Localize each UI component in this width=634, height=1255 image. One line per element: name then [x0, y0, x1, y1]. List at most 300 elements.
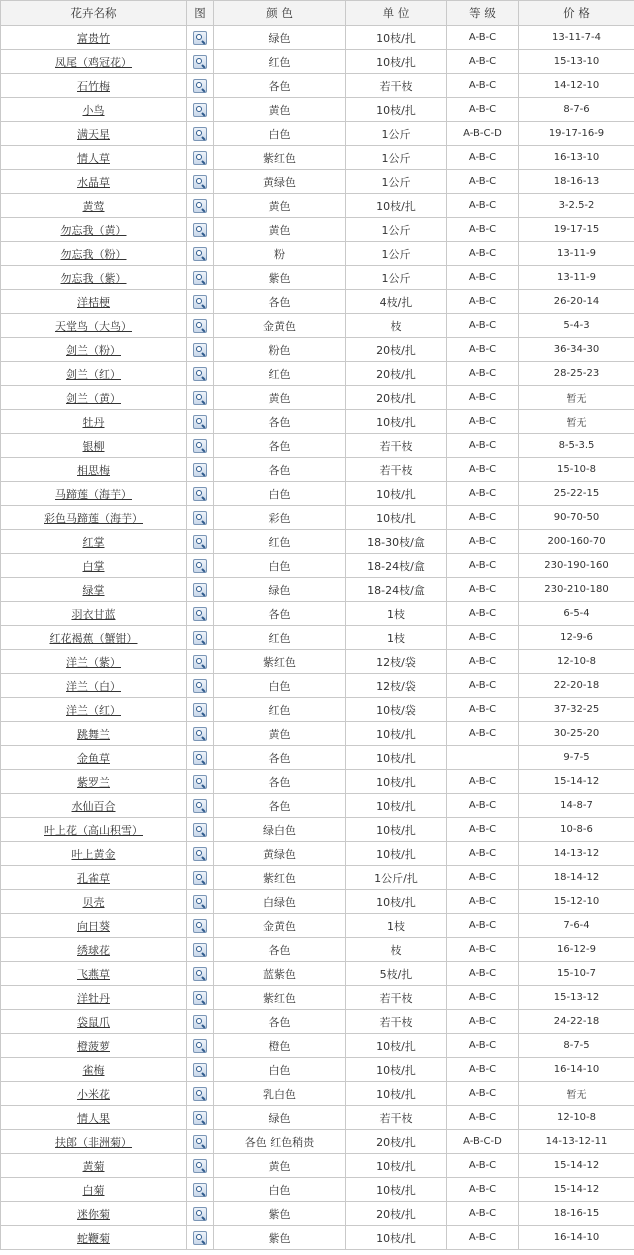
flower-name-cell [1, 914, 187, 938]
image-cell [187, 170, 214, 194]
color-cell: 红色 [214, 362, 346, 386]
flower-name-link[interactable]: 剑兰（黄） [66, 391, 121, 405]
flower-name-link[interactable]: 洋牡丹 [77, 991, 110, 1005]
unit-cell: 18-24枝/盒 [346, 578, 447, 602]
grade-cell: A-B-C [447, 554, 519, 578]
flower-name-cell [1, 698, 187, 722]
table-row [1, 458, 634, 482]
image-cell [187, 1058, 214, 1082]
table-row [1, 794, 634, 818]
magnifier-icon[interactable] [193, 559, 207, 573]
price-cell: 14-13-12 [519, 842, 634, 866]
magnifier-icon[interactable] [193, 415, 207, 429]
magnifier-icon[interactable] [193, 679, 207, 693]
image-cell [187, 362, 214, 386]
flower-name-cell [1, 746, 187, 770]
flower-name-link[interactable]: 袋鼠爪 [77, 1015, 110, 1029]
grade-cell: A-B-C [447, 434, 519, 458]
flower-name-link[interactable]: 叶上黄金 [71, 847, 116, 861]
color-cell: 白色 [214, 1058, 346, 1082]
flower-name-link[interactable]: 飞燕草 [77, 967, 110, 981]
magnifier-icon[interactable] [193, 1039, 207, 1053]
price-cell: 15-14-12 [519, 1178, 634, 1202]
unit-cell: 10枝/扎 [346, 818, 447, 842]
table-row [1, 1034, 634, 1058]
grade-cell: A-B-C [447, 146, 519, 170]
grade-cell: A-B-C [447, 530, 519, 554]
color-cell: 黄绿色 [214, 170, 346, 194]
table-row [1, 122, 634, 146]
unit-cell: 10枝/袋 [346, 698, 447, 722]
price-cell: 3-2.5-2 [519, 194, 634, 218]
flower-name-link[interactable]: 孔雀草 [77, 871, 110, 885]
image-cell [187, 770, 214, 794]
image-cell [187, 458, 214, 482]
unit-cell: 20枝/扎 [346, 338, 447, 362]
image-cell [187, 1106, 214, 1130]
unit-cell: 12枝/袋 [346, 674, 447, 698]
image-cell [187, 890, 214, 914]
magnifier-icon[interactable] [193, 1063, 207, 1077]
flower-name-link[interactable]: 情人果 [77, 1111, 110, 1125]
price-cell: 15-13-12 [519, 986, 634, 1010]
color-cell: 乳白色 [214, 1082, 346, 1106]
unit-cell: 10枝/扎 [346, 1034, 447, 1058]
magnifier-icon[interactable] [193, 391, 207, 405]
magnifier-icon[interactable] [193, 703, 207, 717]
image-cell [187, 482, 214, 506]
unit-cell: 10枝/扎 [346, 506, 447, 530]
table-row [1, 1226, 634, 1250]
table-row [1, 626, 634, 650]
flower-name-link[interactable]: 橙菠萝 [77, 1039, 110, 1053]
unit-cell: 20枝/扎 [346, 386, 447, 410]
color-cell: 各色 [214, 746, 346, 770]
table-row [1, 218, 634, 242]
table-row [1, 482, 634, 506]
flower-name-cell [1, 146, 187, 170]
flower-name-link[interactable]: 黄莺 [82, 199, 105, 213]
table-row [1, 530, 634, 554]
price-cell: 13-11-9 [519, 242, 634, 266]
flower-name-cell [1, 722, 187, 746]
magnifier-icon[interactable] [193, 439, 207, 453]
flower-name-cell [1, 1106, 187, 1130]
flower-name-link[interactable]: 牡丹 [82, 415, 105, 429]
grade-cell: A-B-C [447, 338, 519, 362]
color-cell: 黄色 [214, 218, 346, 242]
grade-cell: A-B-C [447, 1010, 519, 1034]
header-color: 颜 色 [214, 1, 346, 26]
flower-name-link[interactable]: 红掌 [82, 535, 105, 549]
image-cell [187, 602, 214, 626]
flower-name-link[interactable]: 绣球花 [77, 943, 110, 957]
flower-name-link[interactable]: 凤尾（鸡冠花） [55, 55, 132, 69]
image-cell [187, 650, 214, 674]
image-cell [187, 986, 214, 1010]
magnifier-icon[interactable] [193, 535, 207, 549]
image-cell [187, 746, 214, 770]
flower-name-link[interactable]: 白掌 [82, 559, 105, 573]
price-cell: 暂无 [519, 410, 634, 434]
magnifier-icon[interactable] [193, 487, 207, 501]
flower-name-link[interactable]: 叶上花（高山积雪） [44, 823, 143, 837]
flower-name-link[interactable]: 勿忘我（粉） [60, 247, 127, 261]
table-row [1, 602, 634, 626]
flower-name-link[interactable]: 彩色马蹄莲（海芋） [44, 511, 143, 525]
image-cell [187, 530, 214, 554]
image-cell [187, 866, 214, 890]
table-row [1, 938, 634, 962]
unit-cell: 12枝/袋 [346, 650, 447, 674]
unit-cell: 10枝/扎 [346, 50, 447, 74]
price-cell: 24-22-18 [519, 1010, 634, 1034]
unit-cell: 10枝/扎 [346, 1226, 447, 1250]
magnifier-icon[interactable] [193, 1135, 207, 1149]
color-cell: 紫色 [214, 266, 346, 290]
flower-name-cell [1, 482, 187, 506]
magnifier-icon[interactable] [193, 823, 207, 837]
magnifier-icon[interactable] [193, 343, 207, 357]
table-row [1, 314, 634, 338]
color-cell: 各色 [214, 290, 346, 314]
magnifier-icon[interactable] [193, 223, 207, 237]
flower-name-link[interactable]: 迷你菊 [77, 1207, 110, 1221]
flower-name-cell [1, 1034, 187, 1058]
grade-cell: A-B-C [447, 26, 519, 50]
flower-name-cell [1, 50, 187, 74]
flower-name-link[interactable]: 洋兰（白） [66, 679, 121, 693]
flower-name-cell [1, 386, 187, 410]
table-row [1, 170, 634, 194]
flower-name-cell [1, 770, 187, 794]
color-cell: 绿白色 [214, 818, 346, 842]
magnifier-icon[interactable] [193, 1207, 207, 1221]
table-row [1, 146, 634, 170]
unit-cell: 10枝/扎 [346, 746, 447, 770]
grade-cell [447, 746, 519, 770]
flower-name-link[interactable]: 马蹄莲（海芋） [55, 487, 132, 501]
magnifier-icon[interactable] [193, 199, 207, 213]
flower-name-link[interactable]: 水晶草 [77, 175, 110, 189]
grade-cell: A-B-C [447, 362, 519, 386]
magnifier-icon[interactable] [193, 919, 207, 933]
magnifier-icon[interactable] [193, 367, 207, 381]
grade-cell: A-B-C [447, 1178, 519, 1202]
unit-cell: 20枝/扎 [346, 1130, 447, 1154]
magnifier-icon[interactable] [193, 943, 207, 957]
magnifier-icon[interactable] [193, 247, 207, 261]
color-cell: 紫红色 [214, 146, 346, 170]
flower-name-link[interactable]: 绿掌 [82, 583, 105, 597]
flower-name-link[interactable]: 剑兰（红） [66, 367, 121, 381]
flower-name-cell [1, 290, 187, 314]
magnifier-icon[interactable] [193, 1087, 207, 1101]
flower-name-link[interactable]: 小鸟 [82, 103, 105, 117]
grade-cell: A-B-C [447, 1106, 519, 1130]
flower-name-cell [1, 1202, 187, 1226]
price-cell: 15-10-8 [519, 458, 634, 482]
flower-name-cell [1, 866, 187, 890]
grade-cell: A-B-C [447, 962, 519, 986]
flower-name-link[interactable]: 情人草 [77, 151, 110, 165]
grade-cell: A-B-C [447, 986, 519, 1010]
unit-cell: 枝 [346, 314, 447, 338]
table-row [1, 1154, 634, 1178]
magnifier-icon[interactable] [193, 895, 207, 909]
color-cell: 白色 [214, 674, 346, 698]
magnifier-icon[interactable] [193, 175, 207, 189]
magnifier-icon[interactable] [193, 631, 207, 645]
flower-name-cell [1, 578, 187, 602]
table-row [1, 962, 634, 986]
flower-name-cell [1, 410, 187, 434]
grade-cell: A-B-C [447, 1202, 519, 1226]
flower-name-cell [1, 122, 187, 146]
flower-name-cell [1, 506, 187, 530]
magnifier-icon[interactable] [193, 727, 207, 741]
table-row [1, 1058, 634, 1082]
flower-name-cell [1, 962, 187, 986]
flower-name-cell [1, 26, 187, 50]
color-cell: 粉色 [214, 338, 346, 362]
flower-name-link[interactable]: 富贵竹 [77, 31, 110, 45]
color-cell: 各色 [214, 410, 346, 434]
flower-name-link[interactable]: 金鱼草 [77, 751, 110, 765]
magnifier-icon[interactable] [193, 55, 207, 69]
color-cell: 紫红色 [214, 986, 346, 1010]
price-cell: 15-14-12 [519, 1154, 634, 1178]
magnifier-icon[interactable] [193, 775, 207, 789]
flower-name-link[interactable]: 贝壳 [82, 895, 105, 909]
flower-name-link[interactable]: 跳舞兰 [77, 727, 110, 741]
price-cell: 36-34-30 [519, 338, 634, 362]
image-cell [187, 722, 214, 746]
unit-cell: 1公斤 [346, 218, 447, 242]
image-cell [187, 962, 214, 986]
flower-name-cell [1, 1010, 187, 1034]
flower-name-cell [1, 434, 187, 458]
unit-cell: 1公斤 [346, 170, 447, 194]
color-cell: 黄绿色 [214, 842, 346, 866]
image-cell [187, 122, 214, 146]
color-cell: 各色 [214, 938, 346, 962]
flower-name-link[interactable]: 雀梅 [82, 1063, 105, 1077]
price-cell: 14-8-7 [519, 794, 634, 818]
flower-name-cell [1, 650, 187, 674]
price-cell: 15-14-12 [519, 770, 634, 794]
table-row [1, 50, 634, 74]
color-cell: 白色 [214, 122, 346, 146]
price-cell: 暂无 [519, 1082, 634, 1106]
magnifier-icon[interactable] [193, 271, 207, 285]
magnifier-icon[interactable] [193, 31, 207, 45]
image-cell [187, 1034, 214, 1058]
price-cell: 12-10-8 [519, 650, 634, 674]
unit-cell: 若干枝 [346, 986, 447, 1010]
table-row [1, 434, 634, 458]
image-cell [187, 794, 214, 818]
image-cell [187, 818, 214, 842]
image-cell [187, 506, 214, 530]
flower-name-link[interactable]: 小米花 [77, 1087, 110, 1101]
table-row [1, 722, 634, 746]
image-cell [187, 50, 214, 74]
unit-cell: 4枝/扎 [346, 290, 447, 314]
magnifier-icon[interactable] [193, 655, 207, 669]
color-cell: 黄色 [214, 194, 346, 218]
flower-name-link[interactable]: 石竹梅 [77, 79, 110, 93]
flower-name-link[interactable]: 天堂鸟（大鸟） [55, 319, 132, 333]
magnifier-icon[interactable] [193, 511, 207, 525]
table-row [1, 1082, 634, 1106]
unit-cell: 10枝/扎 [346, 1082, 447, 1106]
flower-name-cell [1, 458, 187, 482]
unit-cell: 10枝/扎 [346, 1058, 447, 1082]
magnifier-icon[interactable] [193, 967, 207, 981]
table-row [1, 194, 634, 218]
flower-name-link[interactable]: 勿忘我（黄） [60, 223, 127, 237]
flower-name-link[interactable]: 蛇鞭菊 [77, 1231, 110, 1245]
grade-cell: A-B-C [447, 386, 519, 410]
flower-name-link[interactable]: 黄菊 [82, 1159, 105, 1173]
color-cell: 黄色 [214, 386, 346, 410]
flower-name-link[interactable]: 洋兰（红） [66, 703, 121, 717]
table-row [1, 242, 634, 266]
magnifier-icon[interactable] [193, 607, 207, 621]
image-cell [187, 842, 214, 866]
flower-name-link[interactable]: 相思梅 [77, 463, 110, 477]
color-cell: 各色 [214, 434, 346, 458]
flower-name-link[interactable]: 紫罗兰 [77, 775, 110, 789]
color-cell: 粉 [214, 242, 346, 266]
unit-cell: 10枝/扎 [346, 482, 447, 506]
flower-name-cell [1, 98, 187, 122]
magnifier-icon[interactable] [193, 151, 207, 165]
flower-name-link[interactable]: 银柳 [82, 439, 105, 453]
flower-name-link[interactable]: 勿忘我（紫） [60, 271, 127, 285]
magnifier-icon[interactable] [193, 1111, 207, 1125]
magnifier-icon[interactable] [193, 751, 207, 765]
table-row [1, 986, 634, 1010]
table-row [1, 890, 634, 914]
magnifier-icon[interactable] [193, 463, 207, 477]
unit-cell: 1枝 [346, 626, 447, 650]
table-row [1, 98, 634, 122]
magnifier-icon[interactable] [193, 1015, 207, 1029]
price-cell: 5-4-3 [519, 314, 634, 338]
magnifier-icon[interactable] [193, 583, 207, 597]
magnifier-icon[interactable] [193, 871, 207, 885]
image-cell [187, 1154, 214, 1178]
magnifier-icon[interactable] [193, 799, 207, 813]
table-row [1, 338, 634, 362]
image-cell [187, 26, 214, 50]
flower-name-link[interactable]: 洋桔梗 [77, 295, 110, 309]
magnifier-icon[interactable] [193, 1183, 207, 1197]
flower-name-link[interactable]: 剑兰（粉） [66, 343, 121, 357]
magnifier-icon[interactable] [193, 79, 207, 93]
price-cell: 13-11-9 [519, 266, 634, 290]
flower-name-link[interactable]: 向日葵 [77, 919, 110, 933]
price-cell: 15-10-7 [519, 962, 634, 986]
magnifier-icon[interactable] [193, 847, 207, 861]
table-row [1, 866, 634, 890]
grade-cell: A-B-C [447, 674, 519, 698]
table-row [1, 578, 634, 602]
flower-name-link[interactable]: 满天星 [77, 127, 110, 141]
price-cell: 15-13-10 [519, 50, 634, 74]
magnifier-icon[interactable] [193, 1231, 207, 1245]
magnifier-icon[interactable] [193, 319, 207, 333]
price-cell: 19-17-16-9 [519, 122, 634, 146]
unit-cell: 10枝/扎 [346, 842, 447, 866]
flower-name-link[interactable]: 羽衣甘蓝 [71, 607, 116, 621]
color-cell: 橙色 [214, 1034, 346, 1058]
magnifier-icon[interactable] [193, 1159, 207, 1173]
price-cell: 10-8-6 [519, 818, 634, 842]
flower-name-link[interactable]: 扶郎（非洲菊） [55, 1135, 132, 1149]
price-cell: 7-6-4 [519, 914, 634, 938]
flower-name-link[interactable]: 红花褐蕉（蟹钳） [49, 631, 138, 645]
magnifier-icon[interactable] [193, 991, 207, 1005]
unit-cell: 1枝 [346, 602, 447, 626]
grade-cell: A-B-C [447, 626, 519, 650]
color-cell: 各色 [214, 74, 346, 98]
magnifier-icon[interactable] [193, 127, 207, 141]
price-cell: 18-16-15 [519, 1202, 634, 1226]
table-row [1, 770, 634, 794]
price-cell: 22-20-18 [519, 674, 634, 698]
color-cell: 黄色 [214, 1154, 346, 1178]
grade-cell: A-B-C [447, 194, 519, 218]
unit-cell: 10枝/扎 [346, 194, 447, 218]
color-cell: 白绿色 [214, 890, 346, 914]
grade-cell: A-B-C [447, 602, 519, 626]
flower-name-link[interactable]: 白菊 [82, 1183, 105, 1197]
price-cell: 200-160-70 [519, 530, 634, 554]
flower-name-cell [1, 890, 187, 914]
grade-cell: A-B-C [447, 290, 519, 314]
table-row [1, 554, 634, 578]
color-cell: 黄色 [214, 722, 346, 746]
color-cell: 各色 红色稍贵 [214, 1130, 346, 1154]
unit-cell: 10枝/扎 [346, 410, 447, 434]
magnifier-icon[interactable] [193, 103, 207, 117]
flower-name-cell [1, 986, 187, 1010]
header-name: 花卉名称 [1, 1, 187, 26]
price-cell: 12-10-8 [519, 1106, 634, 1130]
price-cell: 25-22-15 [519, 482, 634, 506]
grade-cell: A-B-C [447, 314, 519, 338]
grade-cell: A-B-C [447, 770, 519, 794]
magnifier-icon[interactable] [193, 295, 207, 309]
flower-name-link[interactable]: 水仙百合 [71, 799, 116, 813]
unit-cell: 18-24枝/盒 [346, 554, 447, 578]
image-cell [187, 266, 214, 290]
color-cell: 白色 [214, 554, 346, 578]
table-row [1, 1178, 634, 1202]
image-cell [187, 626, 214, 650]
table-row [1, 650, 634, 674]
color-cell: 各色 [214, 1010, 346, 1034]
unit-cell: 若干枝 [346, 74, 447, 98]
color-cell: 各色 [214, 458, 346, 482]
header-grade: 等 级 [447, 1, 519, 26]
unit-cell: 10枝/扎 [346, 1154, 447, 1178]
flower-name-link[interactable]: 洋兰（紫） [66, 655, 121, 669]
table-row [1, 818, 634, 842]
